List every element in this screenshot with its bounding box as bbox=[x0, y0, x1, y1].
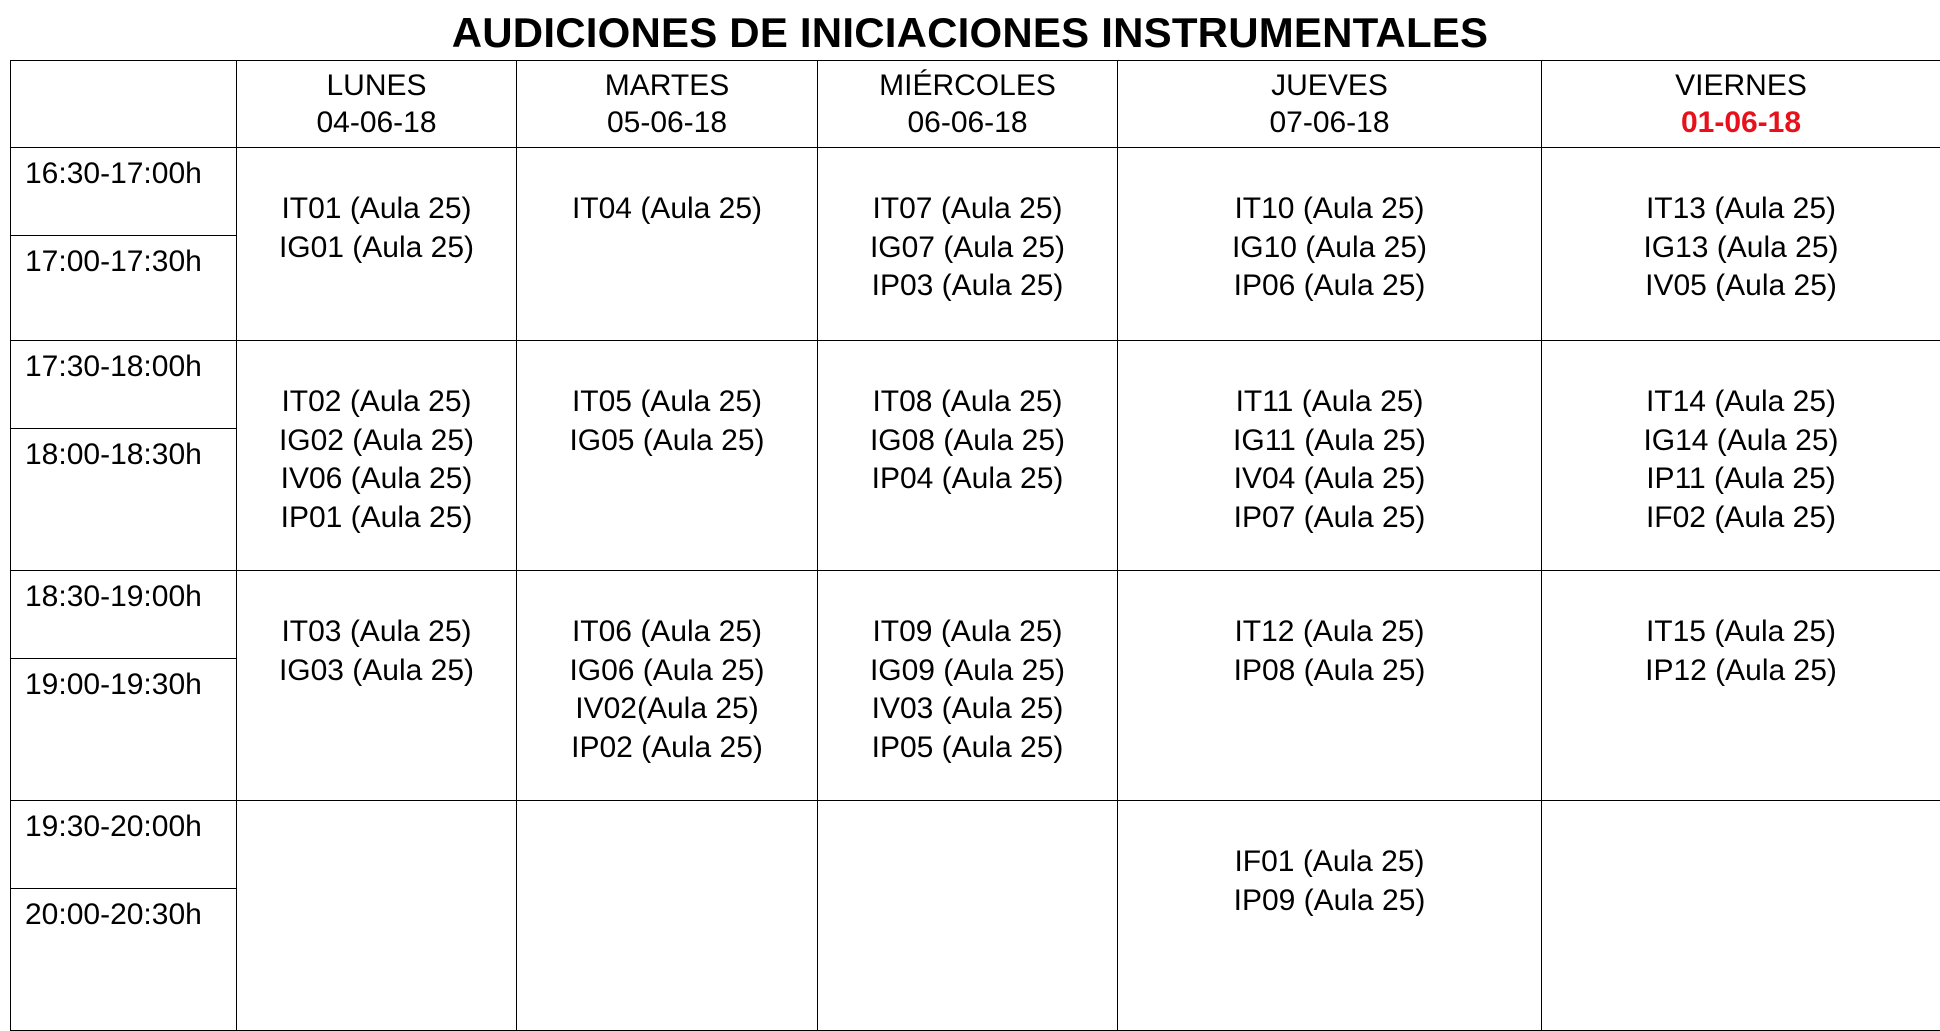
slot-divider bbox=[11, 235, 236, 236]
audition-entry: IG13 (Aula 25) bbox=[1542, 229, 1940, 268]
audition-entry: IF02 (Aula 25) bbox=[1542, 499, 1940, 538]
audition-entry: IV03 (Aula 25) bbox=[818, 690, 1117, 729]
audition-entry: IG08 (Aula 25) bbox=[818, 422, 1117, 461]
header-row bbox=[11, 61, 1940, 148]
audition-entry: IT11 (Aula 25) bbox=[1118, 383, 1541, 422]
audition-entry: IT08 (Aula 25) bbox=[818, 383, 1117, 422]
audition-entry: IT15 (Aula 25) bbox=[1542, 613, 1940, 652]
schedule-cell bbox=[1118, 801, 1542, 1031]
schedule-cell bbox=[1542, 571, 1940, 801]
schedule-cell bbox=[237, 571, 517, 801]
audition-entry: IP05 (Aula 25) bbox=[818, 729, 1117, 768]
audition-entry: IG06 (Aula 25) bbox=[517, 652, 817, 691]
audition-entry: IP01 (Aula 25) bbox=[237, 499, 516, 538]
audition-entry: IG07 (Aula 25) bbox=[818, 229, 1117, 268]
schedule-cell bbox=[517, 148, 818, 341]
audition-entry: IP08 (Aula 25) bbox=[1118, 652, 1541, 691]
audition-entry: IV02(Aula 25) bbox=[517, 690, 817, 729]
audition-entry: IT05 (Aula 25) bbox=[517, 383, 817, 422]
audition-entry: IT06 (Aula 25) bbox=[517, 613, 817, 652]
time-cell bbox=[11, 148, 237, 341]
audition-entry: IT13 (Aula 25) bbox=[1542, 190, 1940, 229]
audition-entry: IP09 (Aula 25) bbox=[1118, 882, 1541, 921]
schedule-cell bbox=[1542, 341, 1940, 571]
audition-entry: IG02 (Aula 25) bbox=[237, 422, 516, 461]
audition-entry: IP04 (Aula 25) bbox=[818, 460, 1117, 499]
day-date: 06-06-18 bbox=[818, 104, 1117, 141]
day-name: MIÉRCOLES bbox=[818, 67, 1117, 104]
schedule-cell bbox=[1542, 801, 1940, 1031]
schedule-cell bbox=[1118, 148, 1542, 341]
audition-entry: IG03 (Aula 25) bbox=[237, 652, 516, 691]
day-header-viernes bbox=[1542, 61, 1940, 148]
time-cell bbox=[11, 571, 237, 801]
schedule-cell bbox=[517, 801, 818, 1031]
audition-entry: IT10 (Aula 25) bbox=[1118, 190, 1541, 229]
schedule-cell bbox=[237, 801, 517, 1031]
audition-entry: IP12 (Aula 25) bbox=[1542, 652, 1940, 691]
time-slot: 16:30-17:00h bbox=[11, 156, 236, 192]
time-slot: 19:00-19:30h bbox=[11, 667, 236, 703]
day-header-lunes bbox=[237, 61, 517, 148]
audition-entry: IP07 (Aula 25) bbox=[1118, 499, 1541, 538]
time-slot: 19:30-20:00h bbox=[11, 809, 236, 845]
schedule-cell bbox=[818, 341, 1118, 571]
audition-entry: IT02 (Aula 25) bbox=[237, 383, 516, 422]
time-slot: 18:00-18:30h bbox=[11, 437, 236, 473]
audition-entry: IG05 (Aula 25) bbox=[517, 422, 817, 461]
audition-entry: IV06 (Aula 25) bbox=[237, 460, 516, 499]
schedule-row bbox=[11, 341, 1940, 571]
day-date: 05-06-18 bbox=[517, 104, 817, 141]
page-title: AUDICIONES DE INICIACIONES INSTRUMENTALES bbox=[0, 8, 1940, 58]
audition-entry: IG01 (Aula 25) bbox=[237, 229, 516, 268]
day-header-martes bbox=[517, 61, 818, 148]
schedule-table bbox=[10, 60, 1940, 1031]
audition-entry: IG10 (Aula 25) bbox=[1118, 229, 1541, 268]
schedule-cell bbox=[818, 801, 1118, 1031]
corner-cell bbox=[11, 61, 237, 148]
schedule-row bbox=[11, 571, 1940, 801]
audition-entry: IV04 (Aula 25) bbox=[1118, 460, 1541, 499]
day-date: 04-06-18 bbox=[237, 104, 516, 141]
day-name: JUEVES bbox=[1118, 67, 1541, 104]
schedule-cell bbox=[818, 148, 1118, 341]
slot-divider bbox=[11, 658, 236, 659]
schedule-cell bbox=[818, 571, 1118, 801]
time-cell bbox=[11, 801, 237, 1031]
schedule-cell bbox=[517, 341, 818, 571]
audition-entry: IG14 (Aula 25) bbox=[1542, 422, 1940, 461]
schedule-cell bbox=[1118, 341, 1542, 571]
schedule-cell bbox=[1542, 148, 1940, 341]
schedule-cell bbox=[1118, 571, 1542, 801]
day-date: 07-06-18 bbox=[1118, 104, 1541, 141]
audition-entry: IT04 (Aula 25) bbox=[517, 190, 817, 229]
day-date-highlighted: 01-06-18 bbox=[1542, 104, 1940, 141]
slot-divider bbox=[11, 888, 236, 889]
time-slot: 20:00-20:30h bbox=[11, 897, 236, 933]
audition-entry: IT03 (Aula 25) bbox=[237, 613, 516, 652]
day-header-miercoles bbox=[818, 61, 1118, 148]
audition-entry: IT01 (Aula 25) bbox=[237, 190, 516, 229]
audition-entry: IF01 (Aula 25) bbox=[1118, 843, 1541, 882]
audition-entry: IP03 (Aula 25) bbox=[818, 267, 1117, 306]
audition-entry: IP02 (Aula 25) bbox=[517, 729, 817, 768]
audition-entry: IT07 (Aula 25) bbox=[818, 190, 1117, 229]
audition-entry: IG09 (Aula 25) bbox=[818, 652, 1117, 691]
time-slot: 17:30-18:00h bbox=[11, 349, 236, 385]
audition-entry: IV05 (Aula 25) bbox=[1542, 267, 1940, 306]
day-name: MARTES bbox=[517, 67, 817, 104]
audition-entry: IT14 (Aula 25) bbox=[1542, 383, 1940, 422]
day-name: LUNES bbox=[237, 67, 516, 104]
schedule-cell bbox=[517, 571, 818, 801]
day-name: VIERNES bbox=[1542, 67, 1940, 104]
schedule-cell bbox=[237, 341, 517, 571]
schedule-cell bbox=[237, 148, 517, 341]
audition-entry: IT09 (Aula 25) bbox=[818, 613, 1117, 652]
time-slot: 18:30-19:00h bbox=[11, 579, 236, 615]
slot-divider bbox=[11, 428, 236, 429]
audition-entry: IG11 (Aula 25) bbox=[1118, 422, 1541, 461]
audition-entry: IP11 (Aula 25) bbox=[1542, 460, 1940, 499]
schedule-row bbox=[11, 148, 1940, 341]
audition-entry: IP06 (Aula 25) bbox=[1118, 267, 1541, 306]
time-slot: 17:00-17:30h bbox=[11, 244, 236, 280]
schedule-row bbox=[11, 801, 1940, 1031]
audition-entry: IT12 (Aula 25) bbox=[1118, 613, 1541, 652]
time-cell bbox=[11, 341, 237, 571]
day-header-jueves bbox=[1118, 61, 1542, 148]
